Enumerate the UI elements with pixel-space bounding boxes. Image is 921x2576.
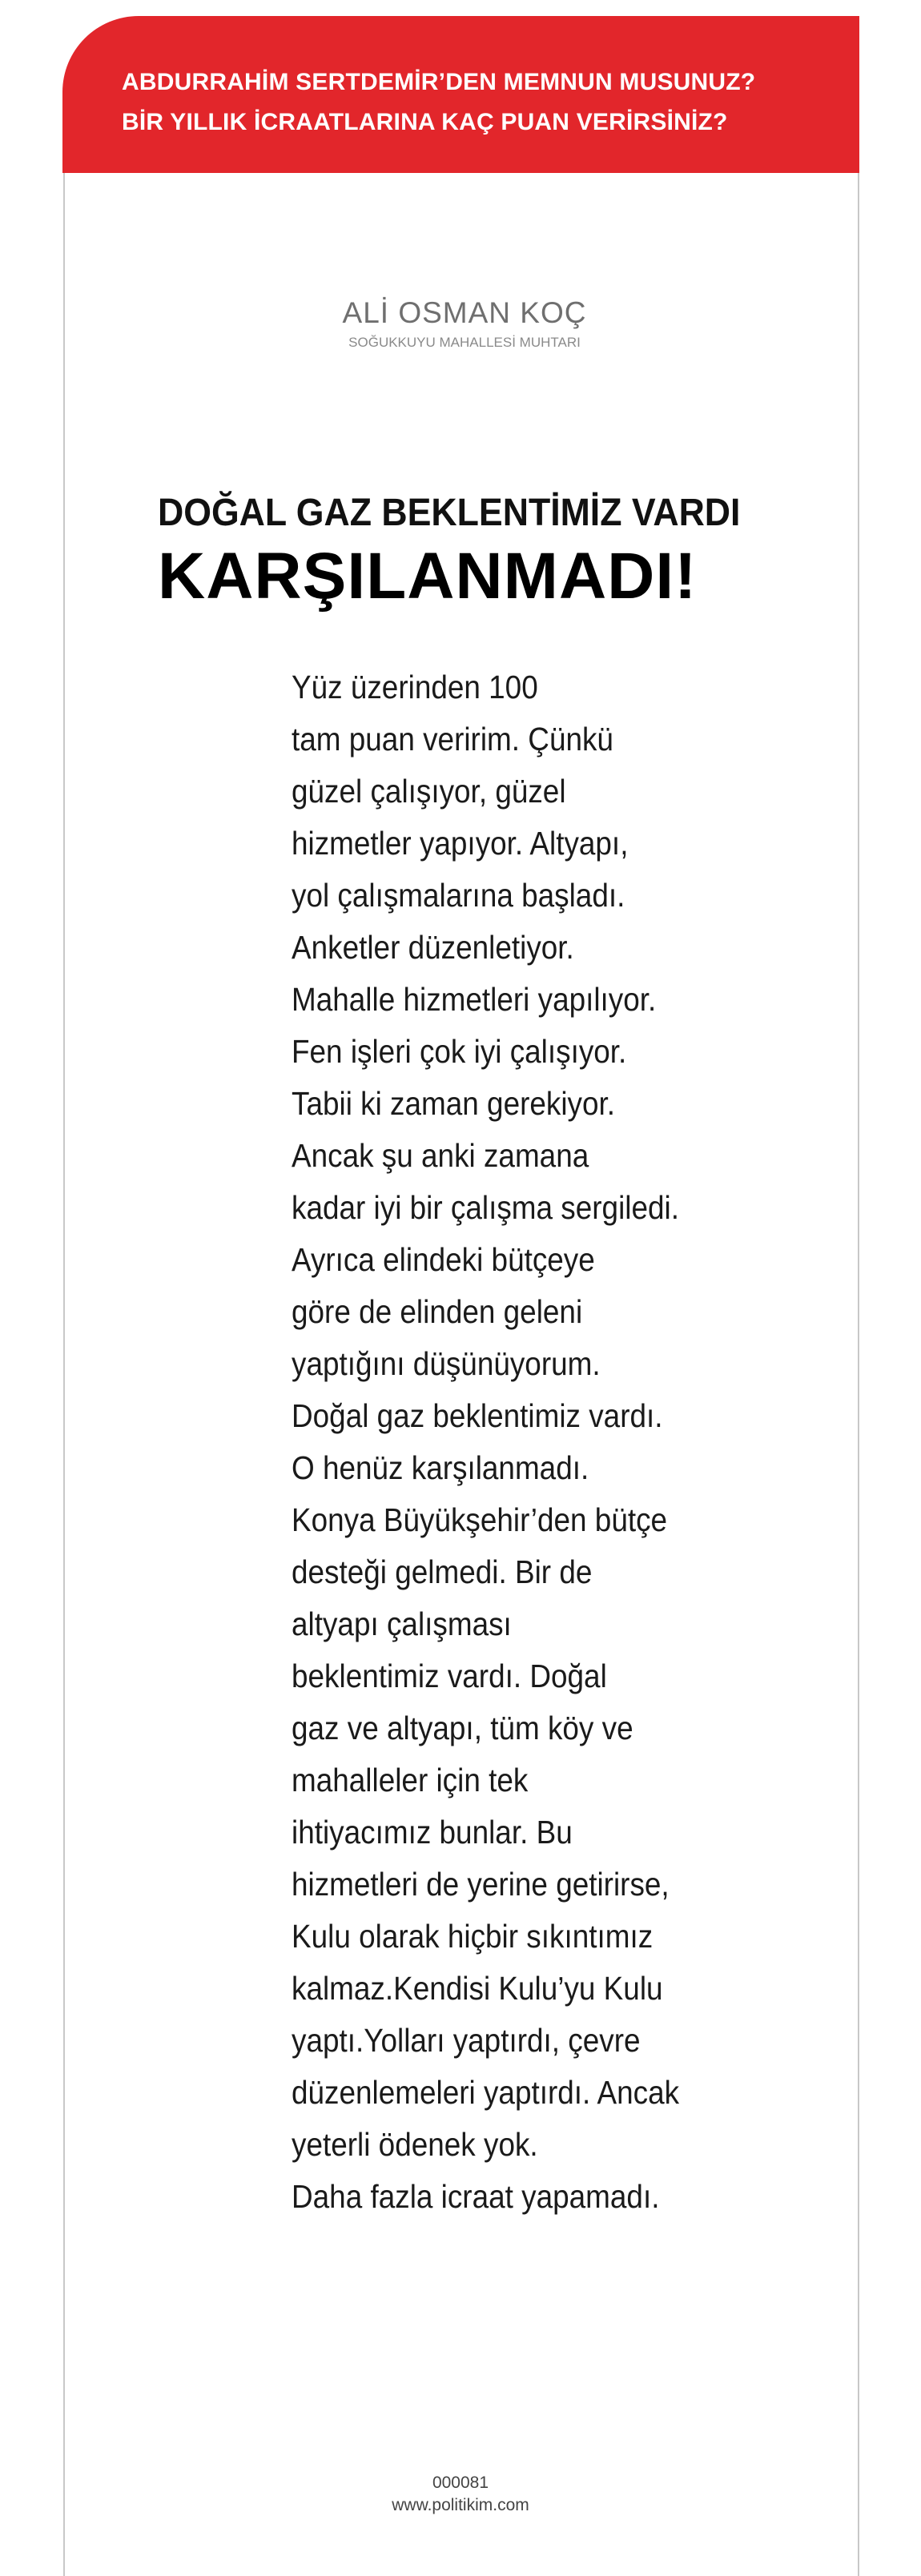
article-body-line: Tabii ki zaman gerekiyor. [292,1085,616,1122]
article-body-line: güzel çalışıyor, güzel [292,773,566,810]
article-body-line: Anketler düzenletiyor. [292,929,574,966]
article-body-line: düzenlemeleri yaptırdı. Ancak [292,2074,680,2111]
article-headline [158,488,847,613]
article-body-line: Konya Büyükşehir’den bütçe [292,1501,668,1538]
page-border-left [63,173,65,2576]
article-body-line: Ancak şu anki zamana [292,1137,589,1174]
article-body-line: gaz ve altyapı, tüm köy ve [292,1710,633,1746]
page-footer [300,2472,621,2517]
article-body-line: Kulu olarak hiçbir sıkıntımız [292,1918,654,1955]
article-body-line: Fen işleri çok iyi çalışıyor. [292,1033,627,1070]
article-body-line: göre de elinden geleni [292,1293,583,1330]
article-body-line: Daha fazla icraat yapamadı. [292,2178,660,2215]
article-body-line: tam puan veririm. Çünkü [292,721,613,758]
page-number: 000081 [432,2474,489,2492]
article-body-line: altyapı çalışması [292,1605,512,1642]
article-body-line: yaptı.Yolları yaptırdı, çevre [292,2022,641,2059]
respondent-name: ALİ OSMAN KOÇ [342,296,587,329]
banner-question-line-2: BİR YILLIK İCRAATLARINA KAÇ PUAN VERİRSİNİZ? [122,109,728,135]
article-body-line: desteği gelmedi. Bir de [292,1553,593,1590]
article-body-line: mahalleler için tek [292,1762,529,1798]
headline-kicker: DOĞAL GAZ BEKLENTİMİZ VARDI [158,492,741,534]
banner-question-line-1: ABDURRAHİM SERTDEMİR’DEN MEMNUN MUSUNUZ? [122,69,756,95]
article-body-line: hizmetler yapıyor. Altyapı, [292,825,629,862]
article-body-line: ihtiyacımız bunlar. Bu [292,1814,573,1851]
website-url: www.politikim.com [392,2496,529,2514]
article-body-line: Mahalle hizmetleri yapılıyor. [292,981,657,1018]
page-border-right [858,173,859,2576]
article-body-line: Yüz üzerinden 100 [292,669,538,705]
article-body-line: Ayrıca elindeki bütçeye [292,1241,595,1278]
article-body-line: yol çalışmalarına başladı. [292,877,625,914]
article-body-line: kadar iyi bir çalışma sergiledi. [292,1189,679,1226]
headline-main: KARŞILANMADI! [158,540,698,613]
question-banner [62,16,859,173]
article-body-line: yeterli ödenek yok. [292,2126,538,2163]
article-body [292,661,804,2223]
respondent-title: SOĞUKKUYU MAHALLESİ MUHTARI [348,335,581,350]
respondent-byline [304,295,625,352]
article-body-line: hizmetleri de yerine getirirse, [292,1866,670,1903]
article-body-line: yaptığını düşünüyorum. [292,1345,601,1382]
article-body-line: kalmaz.Kendisi Kulu’yu Kulu [292,1970,663,2007]
article-body-line: Doğal gaz beklentimiz vardı. [292,1397,663,1434]
article-body-line: O henüz karşılanmadı. [292,1449,589,1486]
article-body-line: beklentimiz vardı. Doğal [292,1658,607,1694]
